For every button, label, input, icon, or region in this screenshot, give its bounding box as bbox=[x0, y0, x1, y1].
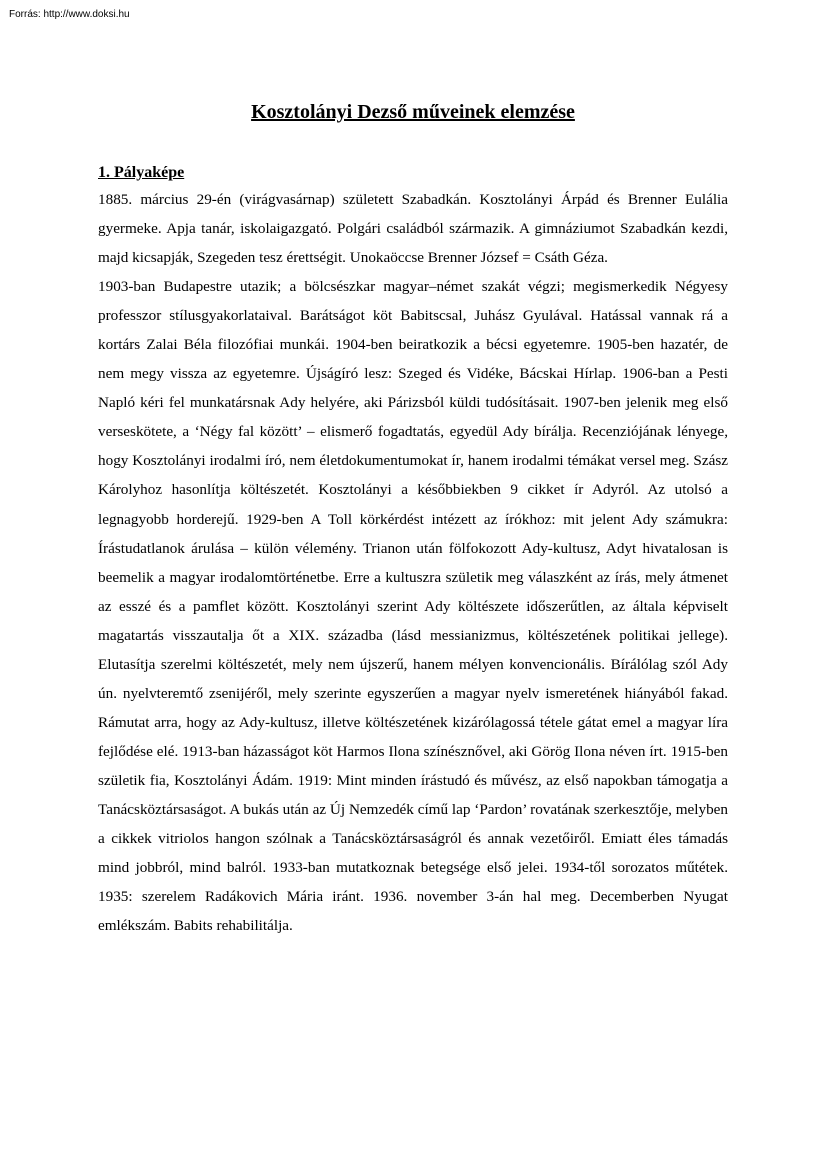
section-heading: 1. Pályaképe bbox=[98, 164, 185, 181]
source-url-line: Forrás: http://www.doksi.hu bbox=[9, 9, 130, 20]
document-title: Kosztolányi Dezső műveinek elemzése bbox=[251, 101, 575, 123]
paragraph-career: 1903-ban Budapestre utazik; a bölcsészkar magyar–német szakát végzi; megismerkedik Négyesy professzor stílusgyakorlataival. Barátságot köt Babitscsal, Juhász Gyulával. Hatással vannak rá a kortárs Zalai Béla filozófiai munkái. 1904-ben beiratkozik a bécsi egyetemre. 1905-ben hazatér, de nem megy vissza az egyetemre. Újságíró lesz: Szeged és Vidéke, Bácskai Hírlap. 1906-ban a Pesti Napló kéri fel munkatársnak Ady helyére, aki Párizsból küldi tudósításait. 1907-ben jelenik meg első verseskötete, a ‘Négy fal között’ – elismerő fogadtatás, egyedül Ady bírálja. Recenziójának lényege, hogy Kosztolányi irodalmi író, nem életdokumentumokat ír, hanem irodalmi témákat versel meg. Szász Károlyhoz hasonlítja költészetét. Kosztolányi a későbbiekben 9 cikket ír Adyról. Az utolsó a legnagyobb horderejű. 1929-ben A Toll körkérdést intézett az írókhoz: mit jelent Ady számukra: Írástudatlanok árulása – külön vélemény. Trianon után fölfokozott Ady-kultusz, Adyt hivatalosan is beemelik a magyar irodalomtörténetbe. Erre a kultuszra születik meg válaszként az írás, mely átmenet az esszé és a pamflet között. Kosztolányi szerint Ady költészete időszerűtlen, az általa képviselt magatartás visszautalja őt a XIX. századba (lásd messianizmus, költészetének politikai jellege). Elutasítja szerelmi költészetét, mely nem újszerű, hanem mélyen konvencionális. Bírálólag szól Ady ún. nyelvteremtő zsenijéről, mely szerinte egyszerűen a magyar nyelv ismeretének hiányából fakad. Rámutat arra, hogy az Ady-kultusz, illetve költészetének kizárólagossá tétele gátat emel a magyar líra fejlődése elé. 1913-ban házasságot köt Harmos Ilona színésznővel, aki Görög Ilona néven írt. 1915-ben születik fia, Kosztolányi Ádám. 1919: Mint minden írástudó és művész, az első napokban támogatja a Tanácsköztársaságot. A bukás után az Új Nemzedék című lap ‘Pardon’ rovatának szerkesztője, melyben a cikkek vitriolos hangon szólnak a Tanácsköztársaságról és annak vezetőiről. Emiatt éles támadás mind jobbról, mind balról. 1933-ban mutatkoznak betegsége első jelei. 1934-től sorozatos műtétek. 1935: szerelem Radákovich Mária iránt. 1936. november 3-án hal meg. Decemberben Nyugat emlékszám. Babits rehabilitálja. bbox=[98, 278, 728, 935]
document-body bbox=[98, 96, 728, 940]
paragraph-early-life: 1885. március 29-én (virágvasárnap) született Szabadkán. Kosztolányi Árpád és Brenner Eulália gyermeke. Apja tanár, iskolaigazgató. Polgári családból származik. A gimnáziumot Szabadkán kezdi, majd kicsapják, Szegeden tesz érettségit. Unokaöccse Brenner József = Csáth Géza. bbox=[98, 191, 728, 267]
